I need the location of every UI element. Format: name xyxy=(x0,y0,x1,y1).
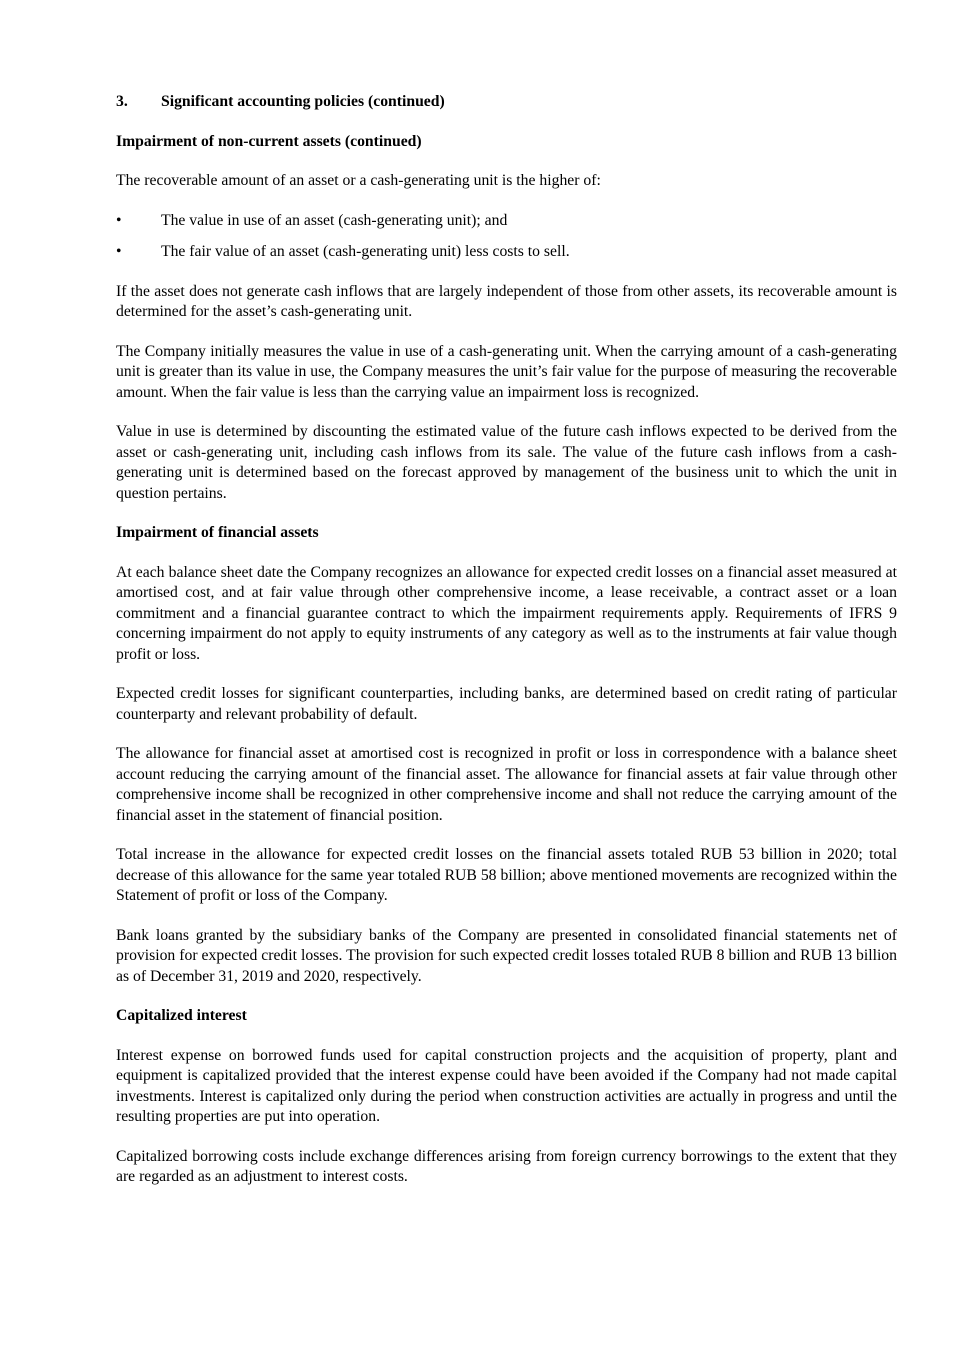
paragraph-value-in-use-definition: Value in use is determined by discounting the estimated value of the future cash inflows expected to be derived from the asset or cash-generating unit, including cash inflows from its sale. The value of the future cash inflows from a cash-generating unit is determined based on the forecast approved by management of the business unit to which the unit in question pertains. xyxy=(116,423,897,502)
paragraph-cash-inflows: If the asset does not generate cash inflows that are largely independent of those from other assets, its recoverable amount is determined for the asset’s cash-generating unit. xyxy=(116,282,897,320)
paragraph-interest-capitalization: Interest expense on borrowed funds used for capital construction projects and the acquisition of property, plant and equipment is capitalized provided that the interest expense could have been avoided if the Company had not made capital investments. Interest is capitalized only during the period when construction activities are actually in progress and until the resulting properties are put into operation. xyxy=(116,1046,897,1125)
list-item-text: The value in use of an asset (cash-generating unit); and xyxy=(161,211,508,229)
heading-impairment-financial-assets: Impairment of financial assets xyxy=(116,524,319,541)
paragraph-capitalized-borrowing-costs: Capitalized borrowing costs include exchange differences arising from foreign currency borrowings to the extent that they are regarded as an adjustment to interest costs. xyxy=(116,1147,897,1185)
bullet-icon: • xyxy=(116,211,122,229)
heading-impairment-non-current-assets: Impairment of non-current assets (continued) xyxy=(116,132,422,150)
document-page xyxy=(116,92,897,1207)
section-number: 3. xyxy=(116,93,128,110)
list-item xyxy=(116,211,897,232)
paragraph-allowance-recognition: The allowance for financial asset at amortised cost is recognized in profit or loss in correspondence with a balance sheet account reducing the carrying amount of the financial asset. The allowance for financial assets at fair value through other comprehensive income shall be recognized in other comprehensive income and shall not reduce the carrying amount of the financial asset in the statement of financial position. xyxy=(116,745,897,824)
section-heading xyxy=(116,92,897,113)
recoverable-amount-intro: The recoverable amount of an asset or a cash-generating unit is the higher of: xyxy=(116,172,601,189)
list-item-text: The fair value of an asset (cash-generating unit) less costs to sell. xyxy=(161,243,570,260)
paragraph-expected-credit-losses-allowance: At each balance sheet date the Company recognizes an allowance for expected credit losses on a financial asset measured at amortised cost, and at fair value through other comprehensive income, a lease receivable, a contract asset or a loan commitment and a financial guarantee contract to which the impairment requirements apply. Requirements of IFRS 9 concerning impairment do not apply to equity instruments of any category as well as to the instruments at fair value though profit or loss. xyxy=(116,563,897,663)
recoverable-amount-list xyxy=(116,211,897,263)
heading-capitalized-interest: Capitalized interest xyxy=(116,1007,247,1024)
paragraph-bank-loans-provision: Bank loans granted by the subsidiary banks of the Company are presented in consolidated financial statements net of provision for expected credit losses. The provision for such expected credit losses totaled RUB 8 billion and RUB 13 billion as of December 31, 2019 and 2020, respectively. xyxy=(116,926,897,985)
paragraph-significant-counterparties: Expected credit losses for significant counterparties, including banks, are determined based on credit rating of particular counterparty and relevant probability of default. xyxy=(116,685,897,723)
list-item xyxy=(116,242,897,263)
section-title: Significant accounting policies (continued) xyxy=(161,93,445,110)
paragraph-allowance-movements: Total increase in the allowance for expected credit losses on the financial assets totaled RUB 53 billion in 2020; total decrease of this allowance for the same year totaled RUB 58 billion; above mentioned movements are recognized within the Statement of profit or loss of the Company. xyxy=(116,846,897,904)
paragraph-value-in-use-measurement: The Company initially measures the value in use of a cash-generating unit. When the carrying amount of a cash-generating unit is greater than its value in use, the Company measures the unit’s fair value for the purpose of measuring the recoverable amount. When the fair value is less than the carrying value an impairment loss is recognized. xyxy=(116,342,897,401)
bullet-icon: • xyxy=(116,243,122,260)
